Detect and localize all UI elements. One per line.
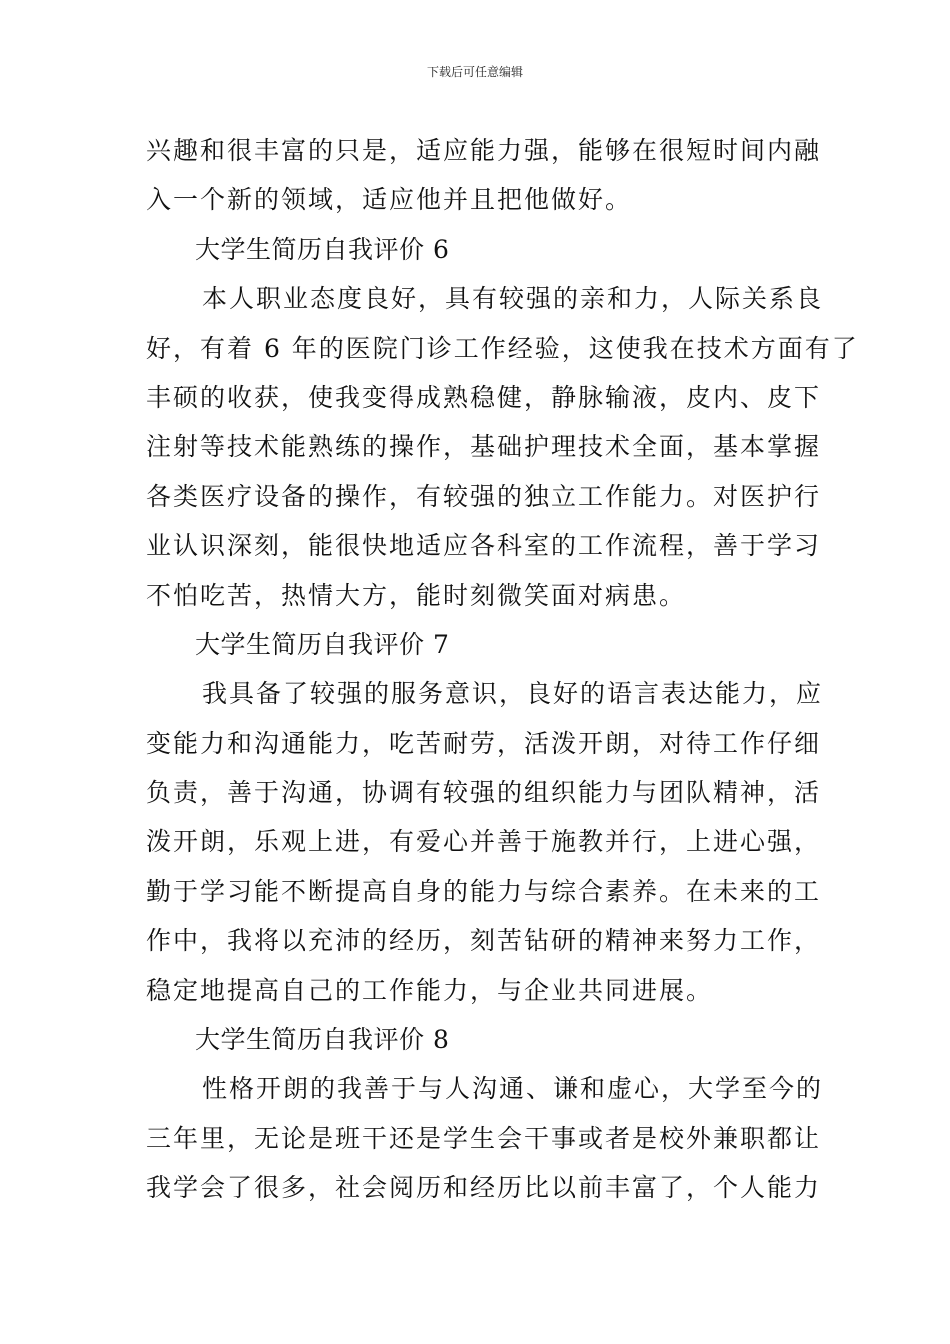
- document-body: [146, 126, 859, 1213]
- body-line: 作中，我将以充沛的经历，刻苦钻研的精神来努力工作，: [146, 926, 822, 956]
- body-line: 我具备了较强的服务意识，良好的语言表达能力，应: [202, 679, 824, 709]
- section-heading: 大学生简历自我评价 7: [195, 629, 450, 659]
- body-line: 各类医疗设备的操作，有较强的独立工作能力。对医护行: [146, 481, 822, 511]
- section-heading: 大学生简历自我评价 6: [195, 234, 450, 264]
- body-line: 泼开朗，乐观上进，有爱心并善于施教并行，上进心强，: [146, 827, 822, 857]
- body-line: 兴趣和很丰富的只是，适应能力强，能够在很短时间内融: [146, 136, 822, 165]
- body-line: 好，有着 6 年的医院门诊工作经验，这使我在技术方面有了: [146, 333, 859, 363]
- body-line: 本人职业态度良好，具有较强的亲和力，人际关系良: [202, 284, 824, 314]
- body-line: 稳定地提高自己的工作能力，与企业共同进展。: [146, 975, 714, 1005]
- body-line: 不怕吃苦，热情大方，能时刻微笑面对病患。: [146, 580, 687, 610]
- body-line: 负责，善于沟通，协调有较强的组织能力与团队精神，活: [146, 778, 822, 808]
- body-line: 丰硕的收获，使我变得成熟稳健，静脉输液，皮内、皮下: [146, 382, 822, 412]
- body-line: 业认识深刻，能很快地适应各科室的工作流程，善于学习: [146, 531, 822, 561]
- body-line: 三年里，无论是班干还是学生会干事或者是校外兼职都让: [146, 1123, 822, 1153]
- body-line: 变能力和沟通能力，吃苦耐劳，活泼开朗，对待工作仔细: [146, 728, 822, 758]
- page-header-note: 下载后可任意编辑: [426, 65, 523, 79]
- body-line: 入一个新的领域，适应他并且把他做好。: [146, 185, 633, 215]
- body-line: 我学会了很多，社会阅历和经历比以前丰富了，个人能力: [146, 1173, 822, 1203]
- section-heading: 大学生简历自我评价 8: [195, 1025, 450, 1055]
- body-line: 性格开朗的我善于与人沟通、谦和虚心，大学至今的: [202, 1074, 824, 1104]
- body-line: 勤于学习能不断提高自身的能力与综合素养。在未来的工: [146, 876, 822, 906]
- body-line: 注射等技术能熟练的操作，基础护理技术全面，基本掌握: [146, 432, 822, 462]
